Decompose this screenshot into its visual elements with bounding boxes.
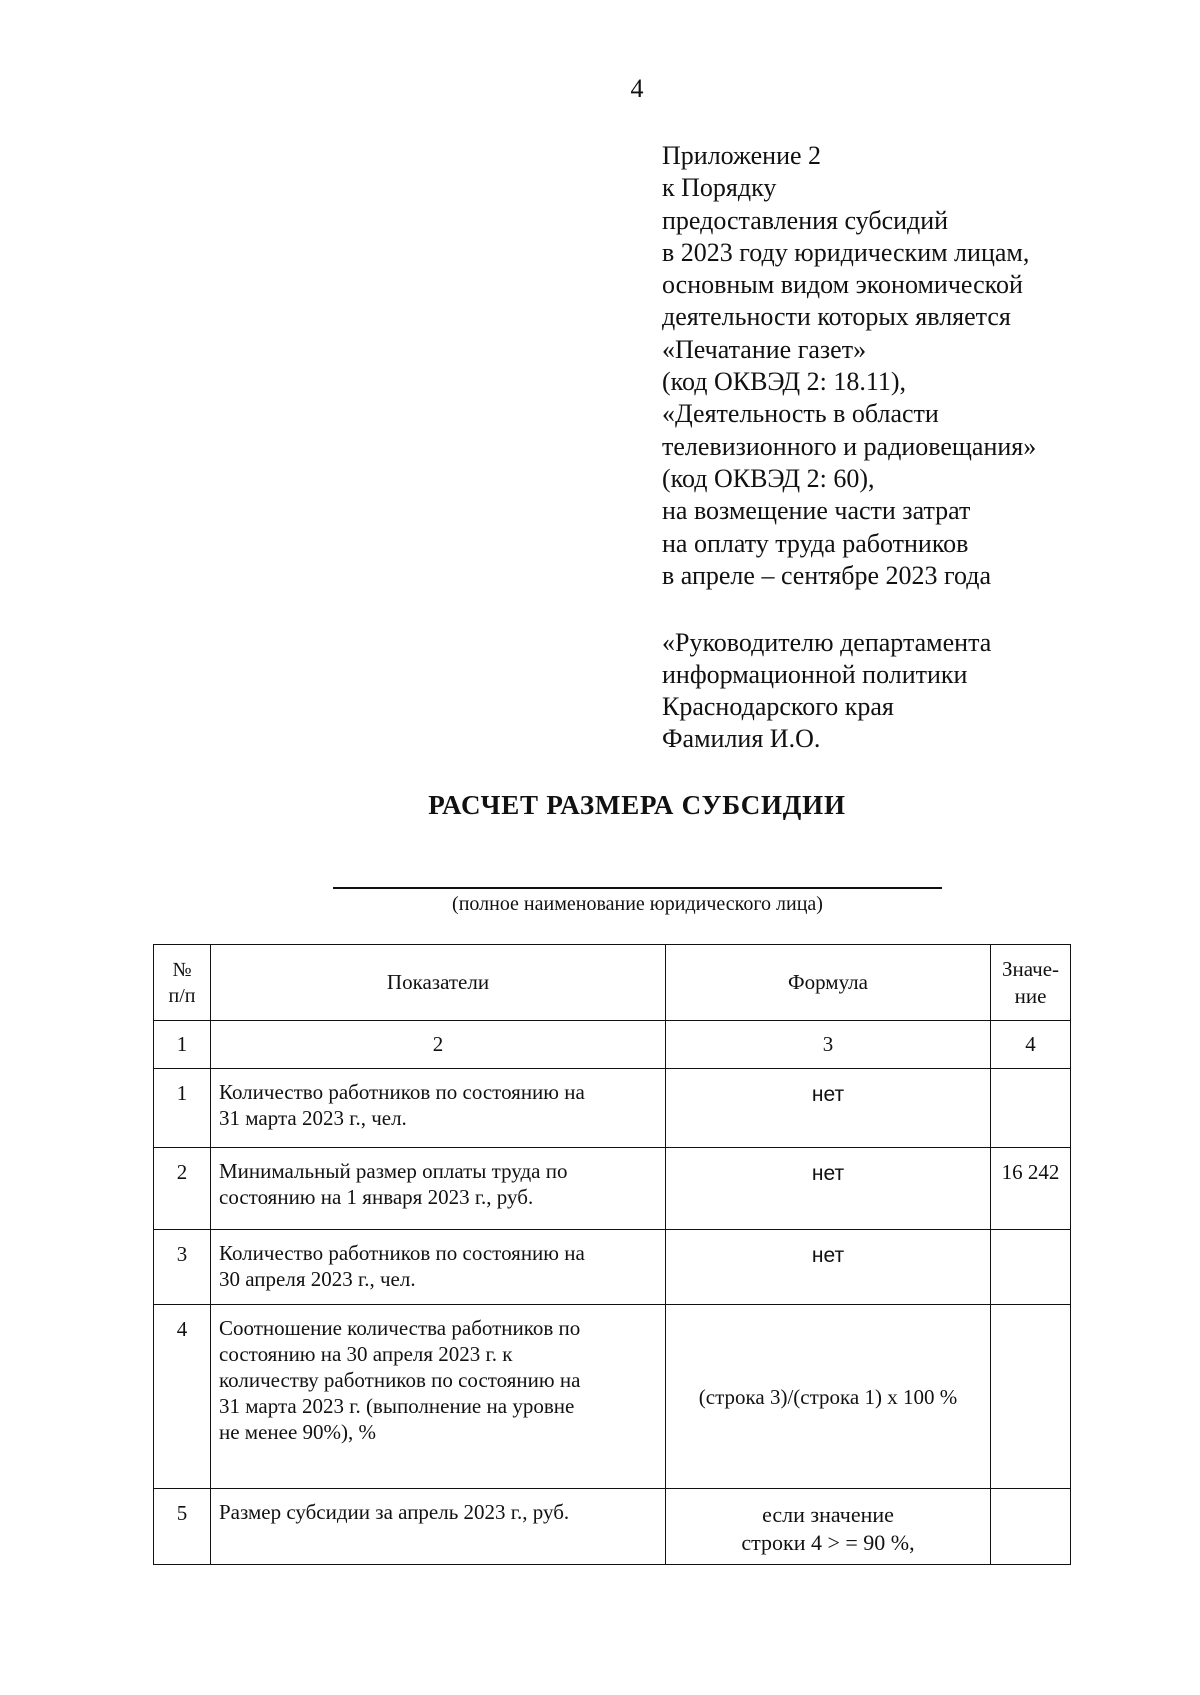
column-number: 3 <box>666 1021 991 1069</box>
row-number: 3 <box>154 1230 211 1305</box>
indicator-line: Минимальный размер оплаты труда по <box>219 1159 568 1183</box>
formula-line: строки 4 > = 90 %, <box>741 1530 915 1555</box>
appendix-line: в 2023 году юридическим лицам, <box>662 237 1030 267</box>
appendix-block <box>662 140 1162 592</box>
indicator-line: 30 апреля 2023 г., чел. <box>219 1267 416 1291</box>
formula-line: нет <box>811 1162 845 1185</box>
indicator-line: Соотношение количества работников по <box>219 1316 581 1340</box>
table-row <box>154 1230 1071 1305</box>
calculation-table <box>153 944 1071 1565</box>
appendix-line: предоставления субсидий <box>662 205 949 235</box>
appendix-line: деятельности которых является <box>662 302 1011 332</box>
formula-line: нет <box>811 1083 845 1106</box>
table-row <box>154 1148 1071 1230</box>
indicator-line: 31 марта 2023 г., чел. <box>219 1106 407 1130</box>
page-number: 4 <box>630 74 644 103</box>
row-indicator <box>211 1230 666 1305</box>
row-indicator <box>211 1069 666 1148</box>
header-formula: Формула <box>666 945 991 1021</box>
row-number: 4 <box>154 1305 211 1489</box>
appendix-line: на возмещение части затрат <box>662 496 971 526</box>
header-num <box>154 945 211 1021</box>
table-row <box>154 1305 1071 1489</box>
header-num-line: п/п <box>168 984 196 1007</box>
row-number: 1 <box>154 1069 211 1148</box>
row-number: 2 <box>154 1148 211 1230</box>
recipient-block <box>662 627 1162 755</box>
row-indicator <box>211 1489 666 1565</box>
document-title: РАСЧЕТ РАЗМЕРА СУБСИДИИ <box>428 790 846 820</box>
indicator-line: состоянию на 1 января 2023 г., руб. <box>219 1185 534 1209</box>
indicator-line: не менее 90%), % <box>219 1420 377 1444</box>
appendix-line: в апреле – сентябре 2023 года <box>662 560 992 590</box>
row-value <box>991 1305 1071 1489</box>
recipient-line: Краснодарского края <box>662 692 894 721</box>
appendix-line: основным видом экономической <box>662 270 1023 300</box>
recipient-line: Фамилия И.О. <box>662 724 821 753</box>
row-number: 5 <box>154 1489 211 1565</box>
header-num-line: № <box>172 958 192 981</box>
row-formula <box>666 1069 991 1148</box>
entity-name-blank-line <box>333 887 942 889</box>
formula-line: если значение <box>762 1502 894 1527</box>
row-value <box>991 1069 1071 1148</box>
appendix-line: «Деятельность в области <box>662 399 939 429</box>
formula-line: нет <box>811 1244 845 1267</box>
indicator-line: Количество работников по состоянию на <box>219 1241 585 1265</box>
appendix-line: Приложение 2 <box>662 141 822 170</box>
appendix-line: (код ОКВЭД 2: 60), <box>662 463 875 493</box>
formula-line: (строка 3)/(строка 1) х 100 % <box>698 1384 958 1409</box>
column-number: 4 <box>991 1021 1071 1069</box>
appendix-line: к Порядку <box>662 173 777 203</box>
row-formula <box>666 1148 991 1230</box>
appendix-line: телевизионного и радиовещания» <box>662 431 1037 461</box>
column-number: 2 <box>211 1021 666 1069</box>
row-value <box>991 1489 1071 1565</box>
column-number-row <box>154 1021 1071 1069</box>
header-value-line: Значе- <box>1001 956 1060 981</box>
row-value: 16 242 <box>991 1148 1071 1230</box>
header-value-line: ние <box>1014 983 1047 1008</box>
indicator-line: 31 марта 2023 г. (выполнение на уровне <box>219 1394 575 1418</box>
indicator-line: Размер субсидии за апрель 2023 г., руб. <box>219 1500 570 1524</box>
indicator-line: количеству работников по состоянию на <box>219 1368 581 1392</box>
column-number: 1 <box>154 1021 211 1069</box>
row-indicator <box>211 1148 666 1230</box>
entity-name-caption: (полное наименование юридического лица) <box>452 893 823 915</box>
header-indicators: Показатели <box>211 945 666 1021</box>
indicator-line: состоянию на 30 апреля 2023 г. к <box>219 1342 513 1366</box>
row-value <box>991 1230 1071 1305</box>
row-formula <box>666 1489 991 1565</box>
table-header-row <box>154 945 1071 1021</box>
table-row <box>154 1489 1071 1565</box>
row-formula <box>666 1305 991 1489</box>
header-value <box>991 945 1071 1021</box>
row-indicator <box>211 1305 666 1489</box>
recipient-line: информационной политики <box>662 660 968 689</box>
appendix-line: на оплату труда работников <box>662 528 969 558</box>
appendix-line: «Печатание газет» <box>662 334 867 364</box>
appendix-line: (код ОКВЭД 2: 18.11), <box>662 367 907 397</box>
recipient-line: «Руководителю департамента <box>662 628 992 657</box>
row-formula <box>666 1230 991 1305</box>
indicator-line: Количество работников по состоянию на <box>219 1080 585 1104</box>
table-row <box>154 1069 1071 1148</box>
